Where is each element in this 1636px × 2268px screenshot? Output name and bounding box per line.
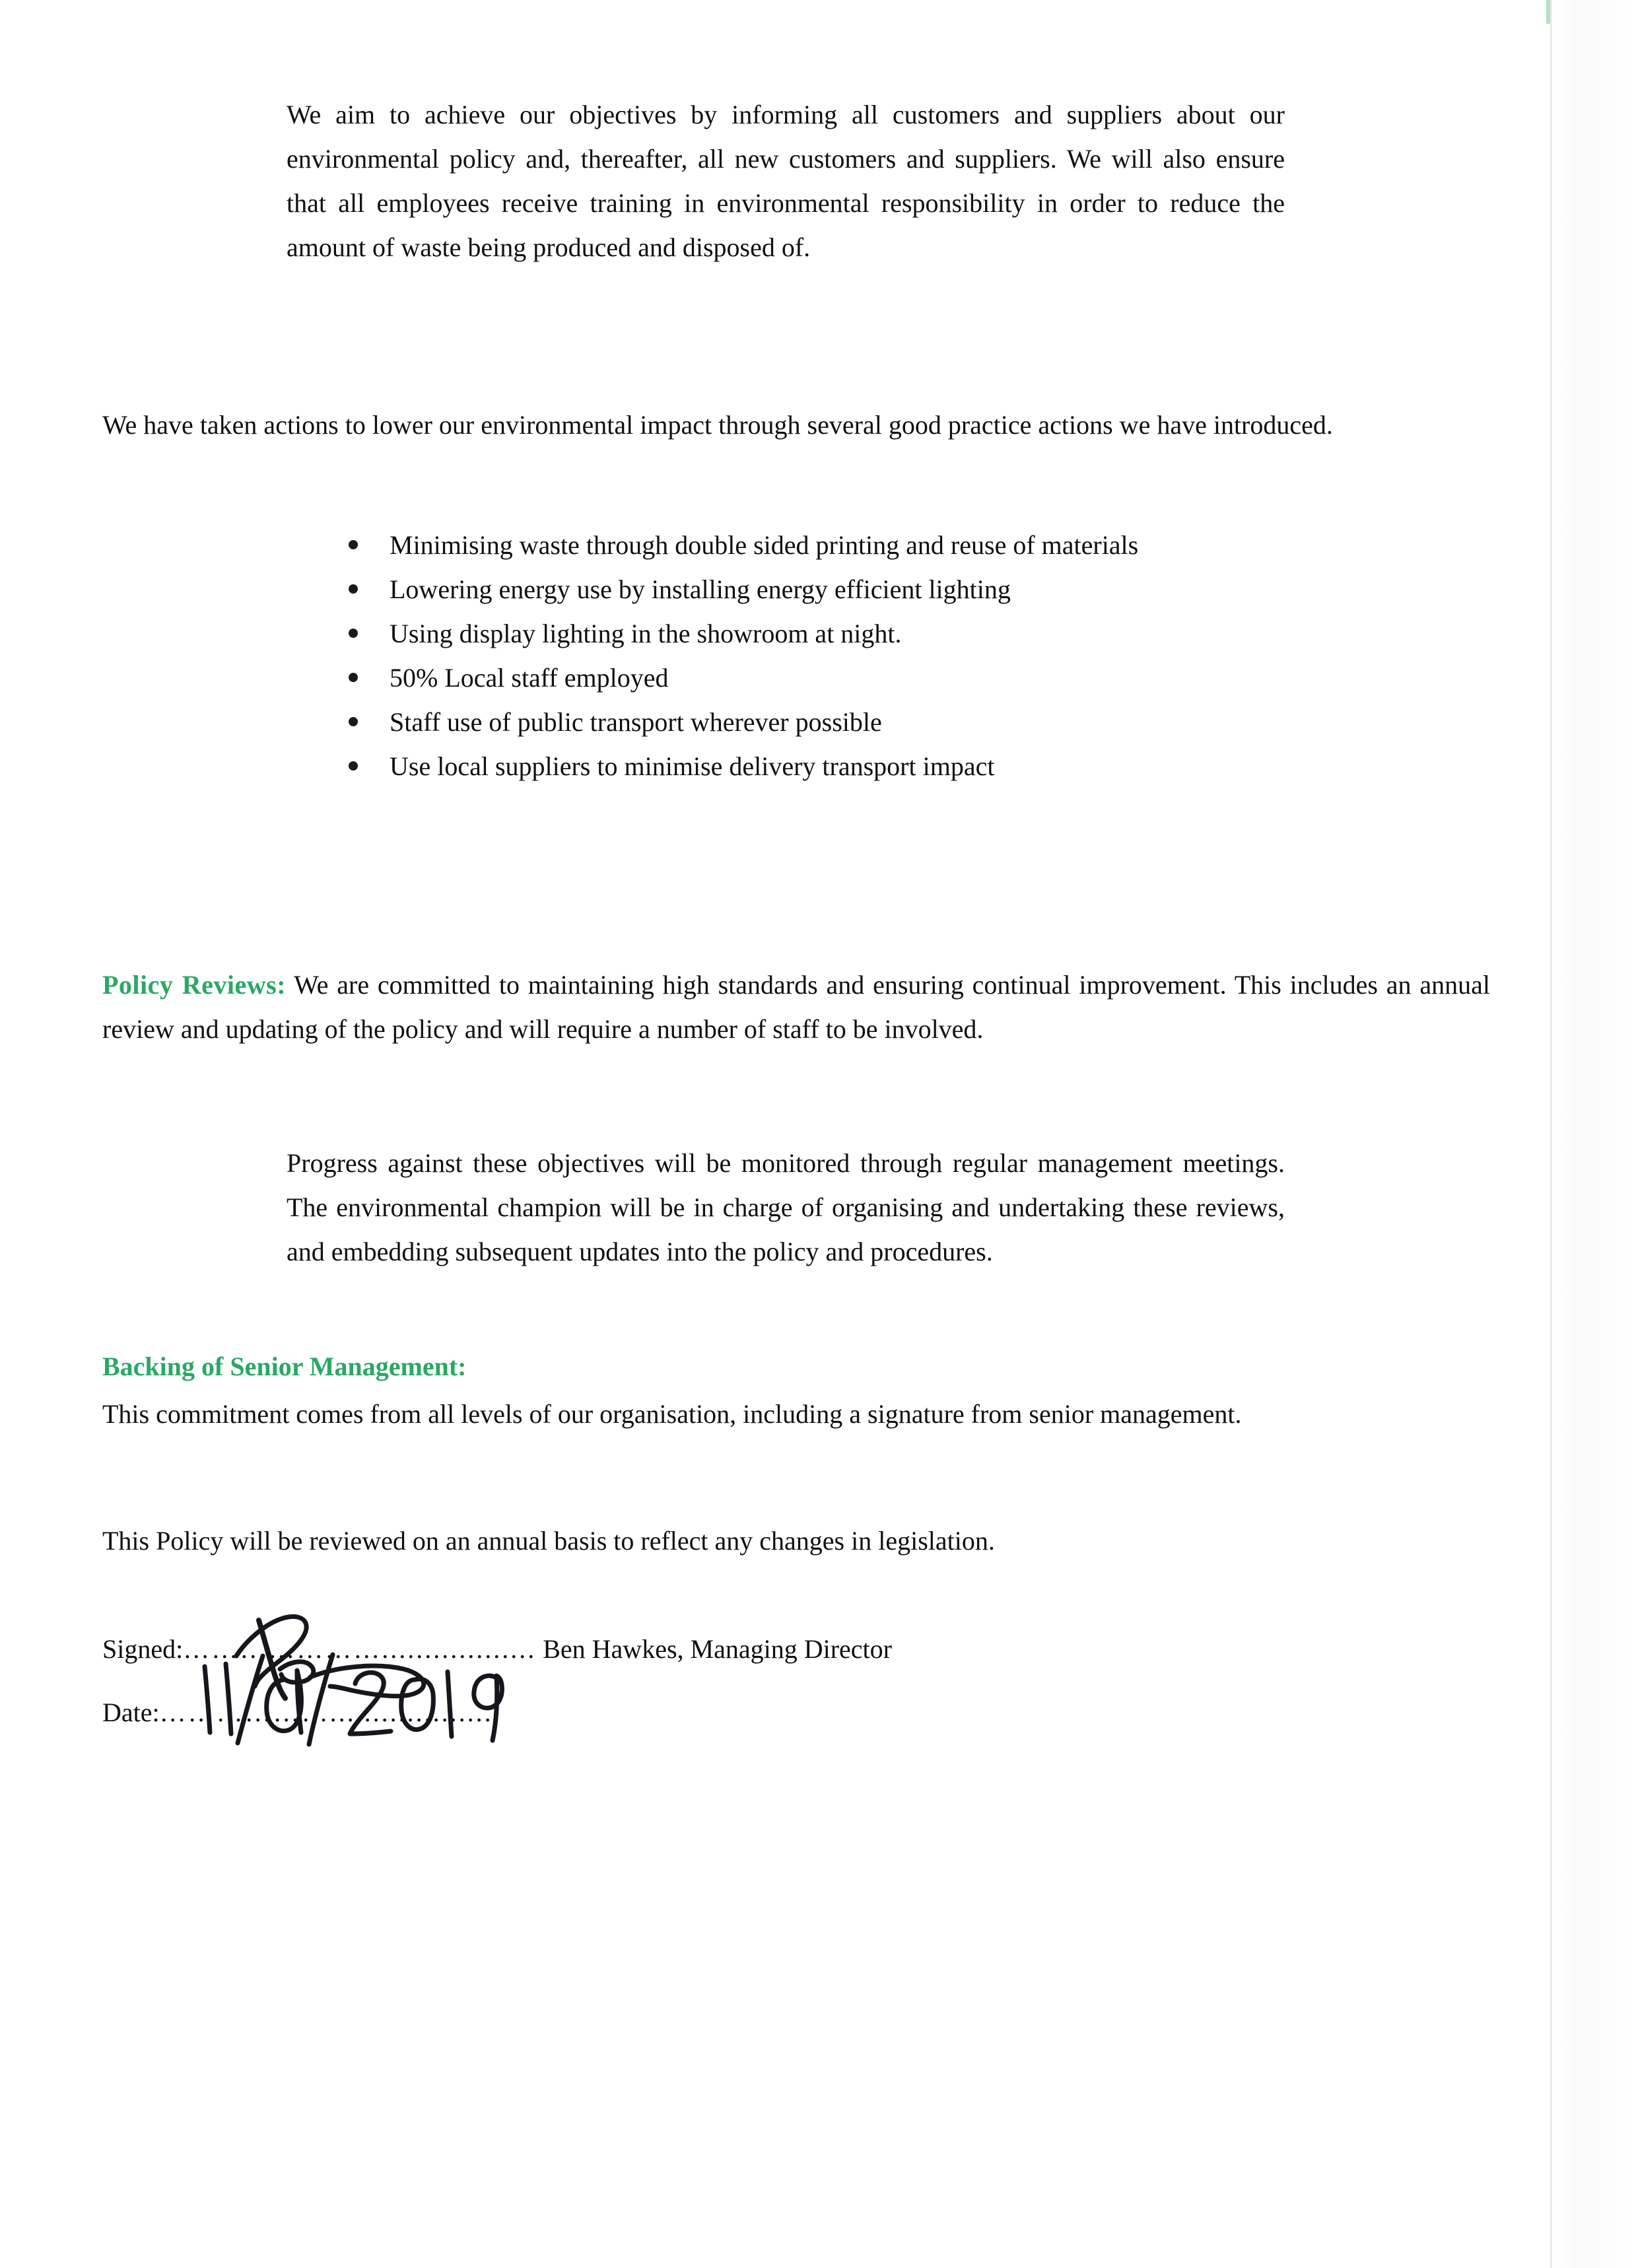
date-dotted-line: ……………….................... [159,1698,502,1727]
section-policy-reviews [102,963,1490,1051]
signed-name: Ben Hawkes, Managing Director [536,1634,892,1664]
signed-dotted-line: ………………….................. [183,1634,537,1664]
backing-of-senior-management-heading: Backing of Senior Management: [102,1352,467,1381]
paragraph-aim: We aim to achieve our objectives by informing all customers and suppliers about our environmental policy and, thereafter, all new customers and suppliers. We will also ensure that all employees receive training in environmental responsibility in order to reduce the amount of waste being produced and disposed of. [287,100,1285,262]
list-item [284,567,1314,611]
list-item [284,700,1314,744]
list-item-label: Use local suppliers to minimise delivery transport impact [390,751,995,781]
bullet-dot-icon [349,629,358,638]
paragraph-commitment: This commitment comes from all levels of our organisation, including a signature from senior management. [102,1399,1242,1429]
date-line [102,1694,502,1731]
date-label: Date: [102,1698,160,1727]
list-item [284,744,1314,788]
policy-reviews-body: We are committed to maintaining high standards and ensuring continual improvement. This includes an annual review and updating of the policy and will require a number of staff to be involved. [102,970,1491,1044]
list-item [284,656,1314,700]
list-item-label: Using display lighting in the showroom at night. [390,619,902,648]
bullet-dot-icon [349,717,358,726]
signed-label: Signed: [102,1634,184,1664]
list-item-label: Staff use of public transport wherever possible [390,707,882,737]
list-item [284,611,1314,656]
signed-line [102,1631,892,1668]
good-practice-actions-list [284,523,1314,788]
list-item-label: Lowering energy use by installing energy efficient lighting [390,574,1011,604]
policy-reviews-heading: Policy Reviews: [102,970,287,1000]
bullet-dot-icon [349,673,358,682]
bullet-dot-icon [349,761,358,771]
bullet-dot-icon [349,540,358,549]
paragraph-actions-intro: We have taken actions to lower our environmental impact through several good practice actions we have introduced. [102,410,1333,440]
list-item-label: Minimising waste through double sided printing and reuse of materials [390,530,1139,560]
bullet-dot-icon [349,584,358,594]
paragraph-progress: Progress against these objectives will be monitored through regular management meetings. The environmental champion will be in charge of organising and undertaking these reviews, and embedding subsequent updates into the policy and procedures. [287,1148,1285,1266]
paragraph-annual-review: This Policy will be reviewed on an annual basis to reflect any changes in legislation. [102,1526,995,1556]
list-item [284,523,1314,567]
list-item-label: 50% Local staff employed [390,663,669,693]
